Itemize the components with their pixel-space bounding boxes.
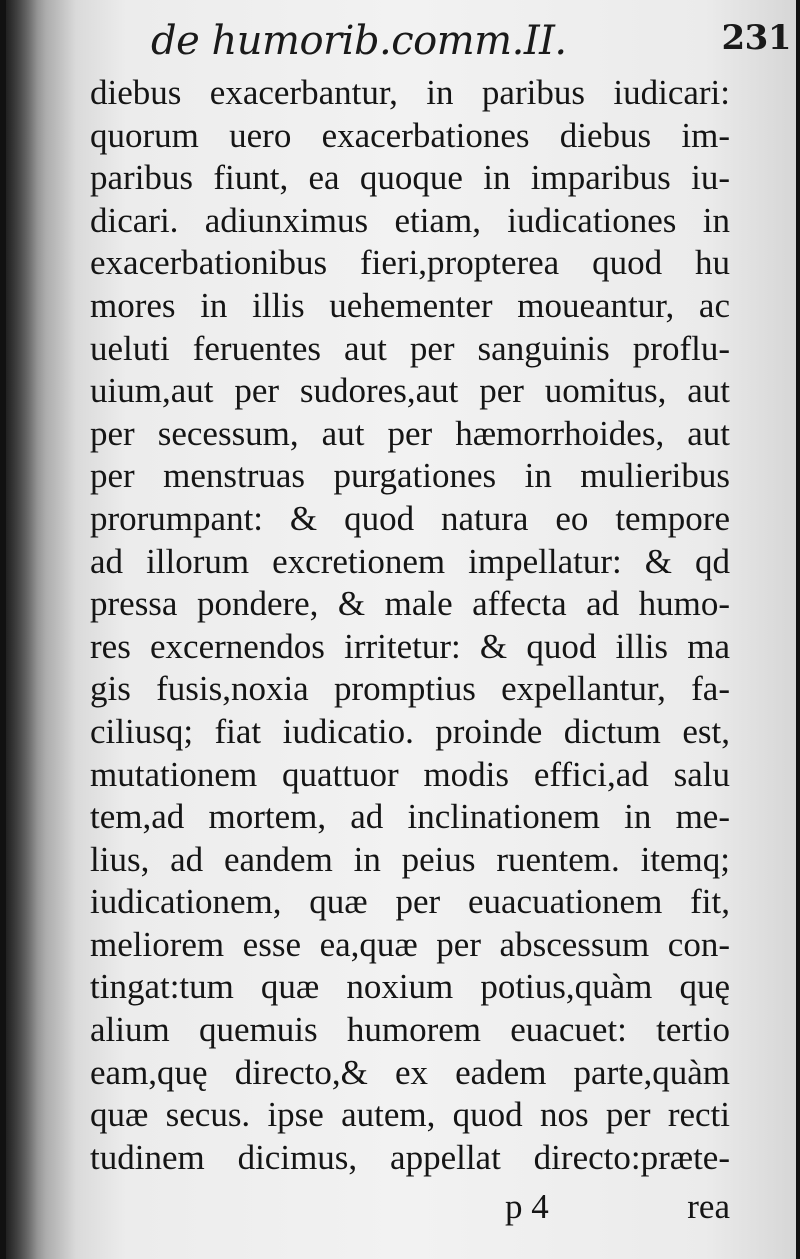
text-line: ciliusq; fiat iudicatio. proinde dictum est, xyxy=(90,711,730,751)
page-number: 231 xyxy=(721,18,791,58)
text-line: meliorem esse ea,quæ per abscessum con- xyxy=(90,924,730,964)
running-header xyxy=(151,18,791,66)
text-line: res excernendos irritetur: & quod illis ma xyxy=(90,626,730,666)
text-line: gis fusis,noxia promptius expellantur, fa- xyxy=(90,669,730,709)
text-line: diebus exacerbantur, in paribus iudicari: xyxy=(90,73,730,112)
text-line: mores in illis uehementer moueantur, ac xyxy=(90,285,730,325)
text-line: quorum uero exacerbationes diebus im- xyxy=(90,115,730,155)
page-footer xyxy=(90,1187,730,1227)
text-line: eam,quę directo,& ex eadem parte,quàm xyxy=(90,1052,730,1092)
text-line: tem,ad mortem, ad inclinationem in me- xyxy=(90,797,730,837)
text-line: ad illorum excretionem impellatur: & qd xyxy=(90,541,730,581)
catchword: rea xyxy=(687,1187,730,1226)
text-line: ueluti feruentes aut per sanguinis proflu- xyxy=(90,328,730,368)
text-line: tudinem dicimus, appellat directo:præte- xyxy=(90,1137,730,1177)
text-line: uium,aut per sudores,aut per uomitus, aut xyxy=(90,371,730,411)
signature-mark: p 4 xyxy=(505,1187,549,1226)
text-line: iudicationem, quæ per euacuationem fit, xyxy=(90,882,730,922)
text-line: per secessum, aut per hæmorrhoides, aut xyxy=(90,413,730,453)
text-line: paribus fiunt, ea quoque in imparibus iu- xyxy=(90,158,730,198)
text-line: pressa pondere, & male affecta ad humo- xyxy=(90,584,730,624)
text-line: alium quemuis humorem euacuet: tertio xyxy=(90,1010,730,1050)
text-line: lius, ad eandem in peius ruentem. itemq; xyxy=(90,839,730,879)
text-line: mutationem quattuor modis effici,ad salu xyxy=(90,754,730,794)
text-line: per menstruas purgationes in mulieribus xyxy=(90,456,730,496)
text-line: dicari. adiunximus etiam, iudicationes in xyxy=(90,200,730,240)
gutter-shadow xyxy=(6,0,76,1259)
book-page xyxy=(6,0,796,1259)
text-line: tingat:tum quæ noxium potius,quàm quę xyxy=(90,967,730,1007)
body-text xyxy=(90,72,730,1179)
text-line: quæ secus. ipse autem, quod nos per recti xyxy=(90,1095,730,1135)
text-line: exacerbationibus fieri,propterea quod hu xyxy=(90,243,730,283)
running-title: de humorib.comm.II. xyxy=(151,18,567,64)
text-line: prorumpant: & quod natura eo tempore xyxy=(90,498,730,538)
